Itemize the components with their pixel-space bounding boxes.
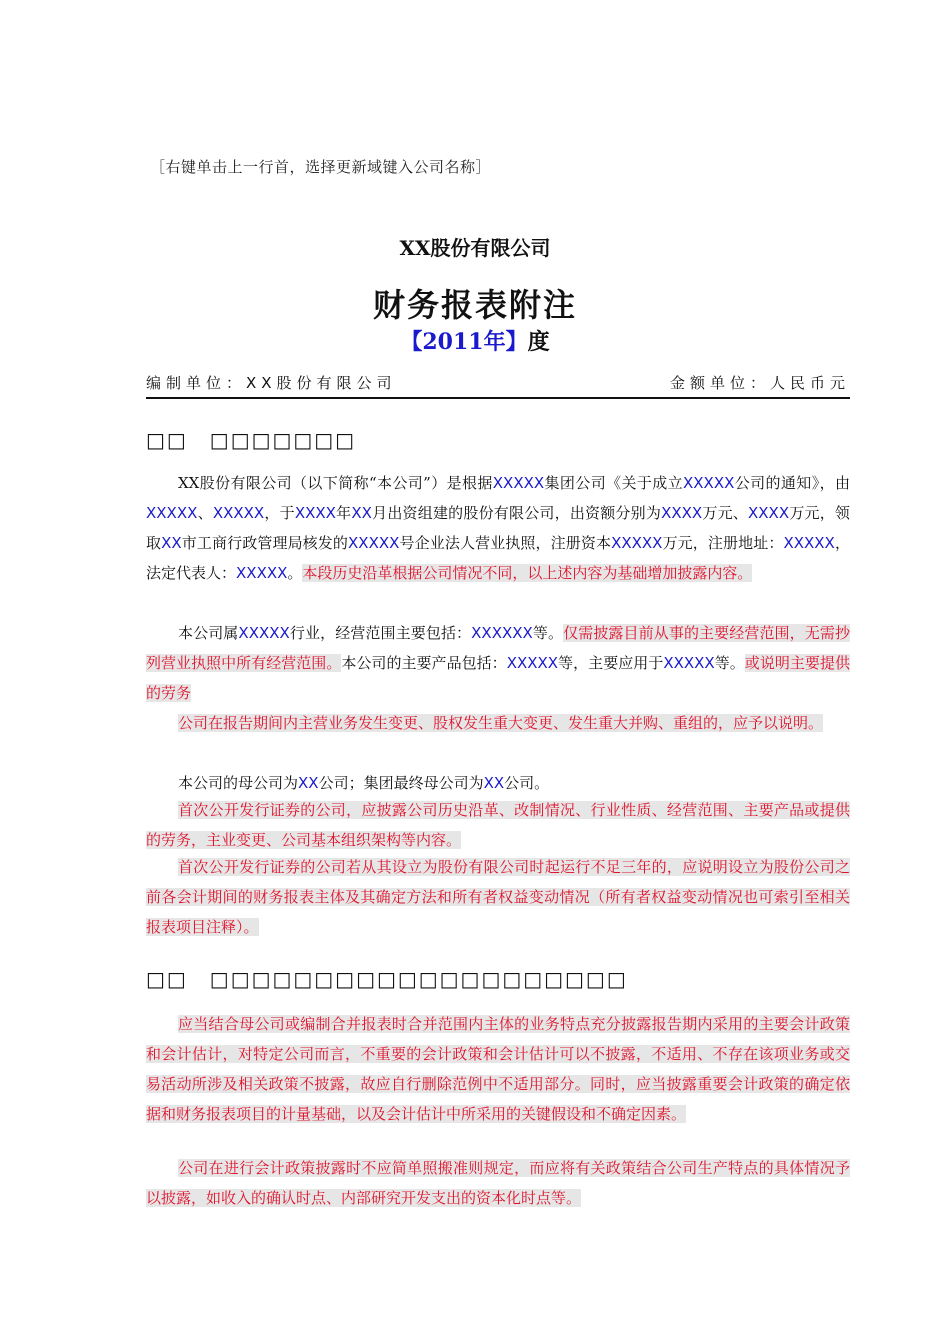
paragraph-ipo-history: 首次公开发行证券的公司若从其设立为股份有限公司时起运行不足三年的，应说明设立为股份公司之前各会计期间的财务报表主体及其确定方法和所有者权益变动情况（所有者权益变动情况也可索引至相关报表项目注释）。 xyxy=(146,858,850,936)
company-title: XX股份有限公司 xyxy=(399,236,551,260)
section-title: □□□□□□□□□□□□□□□□□□□□ xyxy=(209,967,628,991)
paragraph-accounting-policies: 应当结合母公司或编制合并报表时合并范围内主体的业务特点充分披露报告期内采用的主要会计政策和会计估计，对特定公司而言，不重要的会计政策和会计估计可以不披露，不适用、不存在该项业务或交易活动所涉及相关政策不披露，故应自行删除范例中不适用部分。同时，应当披露重要会计政策的确定依据和财务报表项目的计量基础，以及会计估计中所采用的关键假设和不确定因素。 xyxy=(146,1015,850,1123)
paragraph-major-changes: 公司在报告期间内主营业务发生变更、股权发生重大变更、发生重大并购、重组的，应予以说明。 xyxy=(178,714,824,732)
paragraph-ipo-disclosure: 首次公开发行证券的公司，应披露公司历史沿革、改制情况、行业性质、经营范围、主要产品或提供的劳务，主业变更、公司基本组织架构等内容。 xyxy=(146,801,850,849)
paragraph-parent-company: 本公司的母公司为XX公司；集团最终母公司为XX公司。 xyxy=(178,774,550,792)
report-year: 【2011年】 xyxy=(400,329,528,355)
preparer-label: 编制单位：XX股份有限公司 xyxy=(146,374,397,392)
section-number: □□ xyxy=(146,428,188,452)
section-number: □□ xyxy=(146,967,188,991)
section-title: □□□□□□□ xyxy=(209,428,357,452)
instruction-note: 或说明主要提供的劳务 xyxy=(146,654,850,702)
report-year-suffix: 度 xyxy=(527,329,550,355)
header-note: ［右键单击上一行首，选择更新域键入公司名称］ xyxy=(150,158,492,176)
unit-row xyxy=(146,372,850,399)
paragraph-company-history: XX股份有限公司（以下简称“本公司”）是根据XXXXX集团公司《关于成立XXXXX公司的通知》，由XXXXX、XXXXX，于XXXX年XX月出资组建的股份有限公司，出资额分别为XXXX万元、XXXX万元，领取XX市工商行政管理局核发的XXXXX号企业法人营业执照，注册资本XXXXX万元，注册地址：XXXXX，法定代表人：XXXXX。本段历史沿革根据公司情况不同，以上述内容为基础增加披露内容。 xyxy=(146,474,850,582)
instruction-note: 本段历史沿革根据公司情况不同，以上述内容为基础增加披露内容。 xyxy=(302,564,753,582)
paragraph-business-scope: 本公司属XXXXX行业，经营范围主要包括：XXXXXX等。仅需披露目前从事的主要经营范围，无需抄列营业执照中所有经营范围。本公司的主要产品包括：XXXXX等，主要应用于XXXXX等。或说明主要提供的劳务 xyxy=(146,624,850,702)
section-heading-1 xyxy=(146,428,356,452)
report-title: 财务报表附注 xyxy=(372,286,577,324)
section-heading-2 xyxy=(146,967,628,991)
currency-unit-label: 金额单位：人民币元 xyxy=(669,374,850,392)
paragraph-policy-disclosure: 公司在进行会计政策披露时不应简单照搬准则规定，而应将有关政策结合公司生产特点的具体情况予以披露，如收入的确认时点、内部研究开发支出的资本化时点等。 xyxy=(146,1159,850,1207)
report-period xyxy=(0,325,950,356)
instruction-note: 仅需披露目前从事的主要经营范围，无需抄列营业执照中所有经营范围。 xyxy=(146,624,850,672)
